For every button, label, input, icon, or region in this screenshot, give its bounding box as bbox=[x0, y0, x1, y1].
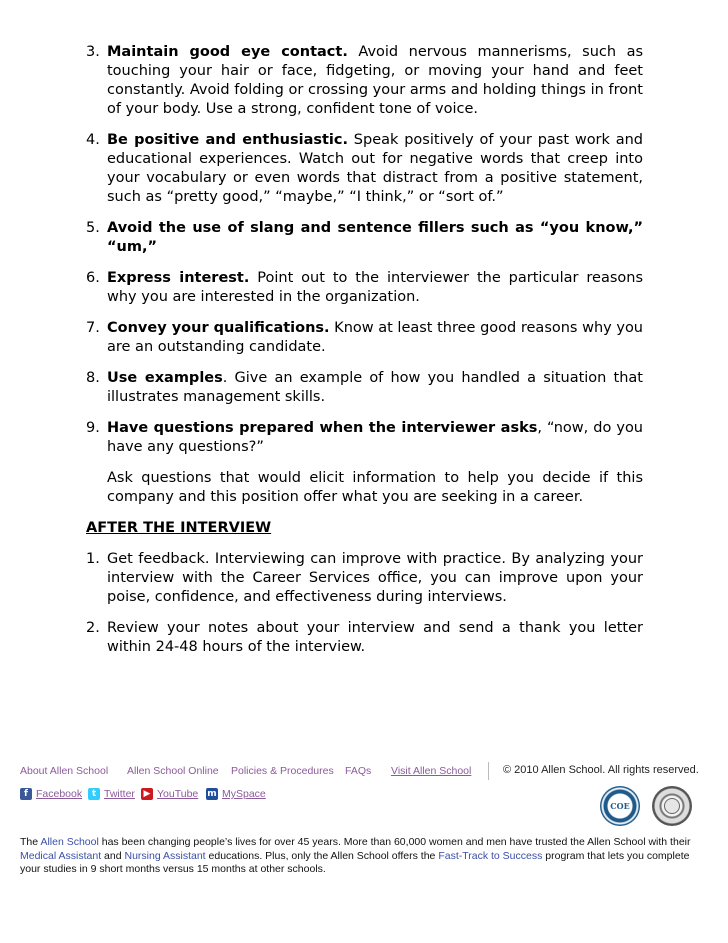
twitter-icon: t bbox=[88, 788, 100, 800]
after-item: 2. Review your notes about your interview and send a thank you letter within 24-48 hours of the interview. bbox=[86, 620, 643, 655]
medical-assistant-link[interactable]: Medical Assistant bbox=[20, 849, 102, 862]
link-visit-allen-school[interactable]: Visit Allen School bbox=[391, 765, 472, 777]
copyright-text: © 2010 Allen School. All rights reserved. bbox=[503, 764, 699, 776]
allen-school-link[interactable]: Allen School bbox=[40, 836, 99, 848]
social-facebook[interactable] bbox=[20, 788, 82, 800]
youtube-link[interactable]: YouTube bbox=[157, 788, 199, 800]
tip-title: Convey your qualifications. bbox=[107, 320, 330, 336]
social-myspace[interactable] bbox=[206, 788, 266, 800]
tip-item: 8. Use examples. Give an example of how you handled a situation that illustrates management skills. bbox=[86, 370, 643, 405]
tip-text: Speak positively of your past work and educational experiences. Watch out for negative words that creep into your vocabulary or even words that distract from a positive statement, such as “pretty good,” “maybe,” “I think,” or “sort of.” bbox=[107, 132, 644, 205]
interview-tips bbox=[86, 43, 643, 669]
social-youtube[interactable] bbox=[141, 788, 198, 800]
link-about-allen-school[interactable]: About Allen School bbox=[20, 765, 109, 777]
link-faqs[interactable]: FAQs bbox=[345, 765, 372, 777]
tip-title: Be positive and enthusiastic. bbox=[107, 132, 348, 148]
youtube-icon: ▶ bbox=[141, 788, 153, 800]
tip-title: Maintain good eye contact. bbox=[107, 44, 348, 60]
after-item-text: Get feedback. Interviewing can improve with practice. By analyzing your interview with the Career Services office, you can improve upon your poise, confidence, and effectiveness during interviews. bbox=[107, 551, 643, 605]
tip-text: Know at least three good reasons why you are an outstanding candidate. bbox=[107, 320, 644, 355]
nursing-assistant-link[interactable]: Nursing Assistant bbox=[124, 849, 206, 862]
twitter-link[interactable]: Twitter bbox=[104, 788, 135, 800]
tip-title: Avoid the use of slang and sentence fillers such as “you know,” “um,” bbox=[107, 220, 643, 255]
after-item: 1. Get feedback. Interviewing can improve with practice. By analyzing your interview with the Career Services office, you can improve upon your poise, confidence, and effectiveness during interviews. bbox=[86, 551, 643, 605]
tip-text: Avoid nervous mannerisms, such as touching your hair or face, fidgeting, or moving your hand and feet constantly. Avoid folding or crossing your arms and holding things in front of your body. Use a strong, confident tone of voice. bbox=[107, 44, 644, 117]
after-item-text: Review your notes about your interview and send a thank you letter within 24-48 hours of the interview. bbox=[107, 620, 643, 655]
after-interview-heading: AFTER THE INTERVIEW bbox=[86, 520, 272, 536]
footer-links bbox=[20, 760, 710, 782]
tip-text: , “now, do you have any questions?” bbox=[107, 420, 644, 455]
facebook-link[interactable]: Facebook bbox=[36, 788, 83, 800]
link-policies-procedures[interactable]: Policies & Procedures bbox=[231, 765, 334, 777]
fast-track-link[interactable]: Fast-Track to Success bbox=[438, 849, 543, 862]
tip-item: 7. Convey your qualifications. Know at least three good reasons why you are an outstanding candidate. bbox=[86, 320, 644, 355]
myspace-icon: m bbox=[207, 789, 217, 799]
coe-accreditation-seal: COE bbox=[600, 786, 640, 826]
link-allen-school-online[interactable]: Allen School Online bbox=[127, 765, 219, 777]
facebook-icon: f bbox=[20, 788, 32, 800]
tip-item: 6. Express interest. Point out to the interviewer the particular reasons why you are interested in the organization. bbox=[86, 270, 643, 305]
tip-text: Point out to the interviewer the particular reasons why you are interested in the organization. bbox=[107, 270, 643, 305]
tip-title: Have questions prepared when the interviewer asks bbox=[107, 420, 538, 436]
tip-title: Use examples bbox=[107, 370, 223, 386]
social-twitter[interactable] bbox=[88, 788, 135, 800]
school-tagline: The Allen School has been changing people’s lives for over 45 years. More than 60,000 women and men have trusted the Allen School with their Medical Assistant and Nursing Assistant educations. Plus, only the Allen School offers the Fast-Track to Success program that lets you complete your studies in 9 short months versus 15 months at other schools. bbox=[20, 836, 691, 875]
myspace-link[interactable]: MySpace bbox=[222, 788, 266, 800]
tip-item: 5. Avoid the use of slang and sentence fillers such as “you know,” “um,” bbox=[86, 220, 643, 255]
tip-item: 4. Be positive and enthusiastic. Speak positively of your past work and educational experiences. Watch out for negative words that creep into your vocabulary or even words that distract from a positive statement, such as “pretty good,” “maybe,” “I think,” or “sort of.” bbox=[86, 132, 644, 205]
tip-item: 9. Have questions prepared when the interviewer asks, “now, do you have any questions?” bbox=[86, 420, 644, 455]
social-links bbox=[20, 788, 320, 804]
page-footer bbox=[20, 760, 710, 875]
questions-paragraph: Ask questions that would elicit information to help you decide if this company and this position offer what you are seeking in a career. bbox=[107, 470, 643, 505]
tip-title: Express interest. bbox=[107, 270, 250, 286]
new-york-state-seal bbox=[652, 786, 692, 826]
tip-item: 3. Maintain good eye contact. Avoid nervous mannerisms, such as touching your hair or face, fidgeting, or moving your hand and feet constantly. Avoid folding or crossing your arms and holding things in front of your body. Use a strong, confident tone of voice. bbox=[86, 44, 644, 117]
tip-text: . Give an example of how you handled a situation that illustrates management skills. bbox=[107, 370, 643, 405]
divider bbox=[488, 762, 489, 780]
